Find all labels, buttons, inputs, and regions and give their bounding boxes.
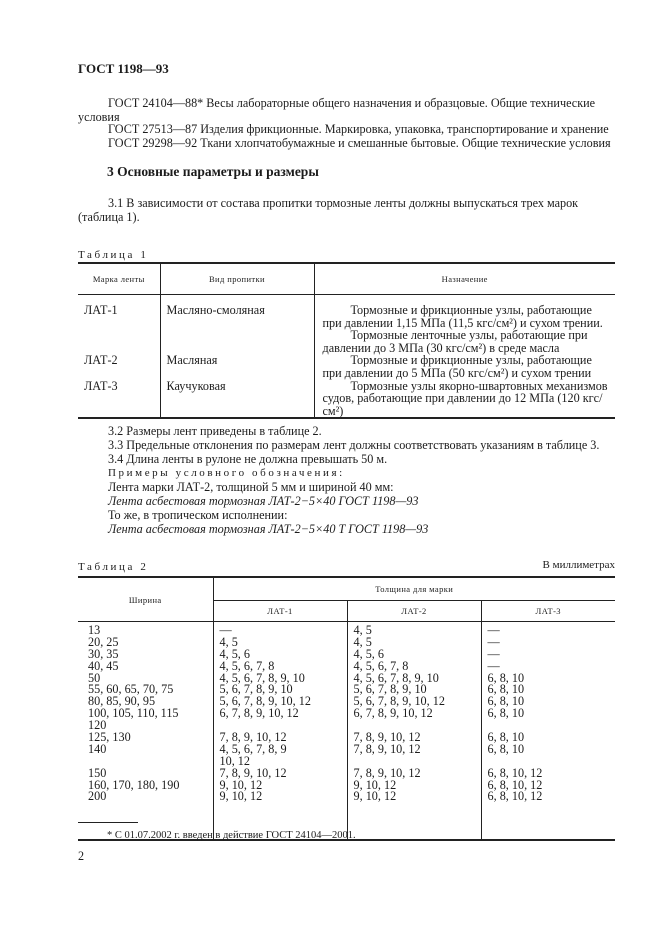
table2-cell: 10, 12 [219, 753, 250, 768]
table2-cell: 160, 170, 180, 190 [88, 777, 180, 792]
table2-cell: 150 [88, 765, 107, 780]
table2-cell: 9, 10, 12 [353, 789, 397, 804]
examples-heading: Примеры условного обозначения: [108, 467, 345, 479]
table2-subheader-lat1: ЛАТ-1 [213, 601, 347, 622]
example1-designation: Лента асбестовая тормозная ЛАТ-2−5×40 ГОСТ 1198—93 [108, 494, 419, 508]
table1-caption: Таблица 1 [78, 249, 149, 261]
table2-cell: 4, 5, 6, 7, 8, 9, 10 [353, 670, 439, 685]
table2-cell: 6, 8, 10 [487, 694, 525, 709]
table2-cell: 100, 105, 110, 115 [88, 706, 179, 721]
table2-cell: 6, 8, 10, 12 [487, 777, 543, 792]
footnote: * С 01.07.2002 г. введен в действие ГОСТ 24104—2001. [107, 830, 356, 841]
table1-impregnation: Каучуковая [166, 378, 226, 393]
table2-cell: 4, 5, 6, 7, 8 [219, 658, 275, 673]
table1-impregnation-column [160, 295, 314, 419]
table2-cell: 6, 8, 10 [487, 682, 525, 697]
table1-purpose: Тормозные и фрикционные узлы, работающие при давлении до 5 МПа (50 кгс/см²) и сухом трении [322, 353, 592, 380]
table2-units: В миллиметрах [542, 559, 615, 571]
reference-gost-27513: ГОСТ 27513—87 Изделия фрикционные. Маркировка, упаковка, транспортирование и хранение [108, 122, 609, 136]
table2-cell: 6, 7, 8, 9, 10, 12 [219, 706, 299, 721]
table2-column-lat3 [481, 622, 615, 841]
table2-header-thickness: Толщина для марки [213, 577, 615, 601]
table2-header-width: Ширина [78, 577, 213, 622]
table-1 [78, 262, 615, 419]
table2-cell: 200 [88, 789, 107, 804]
table2-subheader-lat3: ЛАТ-3 [481, 601, 615, 622]
section-title: 3 Основные параметры и размеры [107, 164, 319, 179]
paragraph-3-3: 3.3 Предельные отклонения по размерам лент должны соответствовать указаниям в таблице 3. [108, 438, 600, 452]
example1-intro: Лента марки ЛАТ-2, толщиной 5 мм и шириной 40 мм: [108, 480, 394, 494]
table2-cell: 6, 8, 10 [487, 730, 525, 745]
example2-designation: Лента асбестовая тормозная ЛАТ-2−5×40 Т ГОСТ 1198—93 [108, 522, 429, 536]
table1-impregnation: Масляно-смоляная [166, 303, 265, 317]
table2-cell: 6, 8, 10 [487, 706, 525, 721]
table2-cell: 55, 60, 65, 70, 75 [88, 682, 174, 697]
table2-cell: 6, 8, 10 [487, 741, 525, 756]
reference-gost-24104: ГОСТ 24104—88* Весы лабораторные общего назначения и образцовые. Общие технические условия [78, 96, 596, 124]
table1-mark: ЛАТ-3 [84, 378, 118, 393]
table2-cell: 4, 5, 6 [219, 646, 250, 661]
table1-purpose: Тормозные узлы якорно-швартовных механизмов судов, работающие при давлении до 12 МПа (120 кгс/см²) [322, 378, 608, 418]
table2-cell: 7, 8, 9, 10, 12 [353, 741, 421, 756]
table2-cell: 20, 25 [88, 634, 119, 649]
table2-cell: — [487, 646, 500, 661]
table2-caption: Таблица 2 [78, 561, 149, 573]
table2-cell: 6, 8, 10, 12 [487, 789, 543, 804]
table2-cell: 125, 130 [88, 730, 131, 745]
table2-cell: 4, 5, 6, 7, 8 [353, 658, 409, 673]
table2-cell: 9, 10, 12 [219, 777, 263, 792]
table2-cell [88, 756, 213, 768]
example2-intro: То же, в тропическом исполнении: [108, 508, 288, 522]
table2-cell: 7, 8, 9, 10, 12 [353, 765, 421, 780]
table1-impregnation: Масляная [166, 353, 218, 368]
table1-mark: ЛАТ-2 [84, 353, 118, 368]
table2-cell: 140 [88, 741, 107, 756]
table2-cell: 4, 5 [353, 623, 372, 637]
table2-cell: 4, 5, 6 [353, 646, 384, 661]
table2-column-lat1 [213, 622, 347, 841]
table2-subheader-lat2: ЛАТ-2 [347, 601, 481, 622]
table2-cell: 4, 5 [219, 634, 238, 649]
table2-cell: 5, 6, 7, 8, 9, 10 [353, 682, 427, 697]
table1-mark: ЛАТ-1 [84, 303, 118, 317]
table2-column-lat2 [347, 622, 481, 841]
table2-column-width [78, 622, 213, 841]
table2-cell: 30, 35 [88, 646, 119, 661]
table2-cell: — [487, 658, 500, 673]
table2-cell: 7, 8, 9, 10, 12 [353, 730, 421, 745]
table2-cell: 4, 5, 6, 7, 8, 9 [219, 741, 287, 756]
table2-cell: — [487, 634, 500, 649]
table-2 [78, 576, 615, 841]
paragraph-3-1: 3.1 В зависимости от состава пропитки тормозные ленты должны выпускаться трех марок (таблица 1). [78, 196, 579, 224]
table2-cell: 6, 7, 8, 9, 10, 12 [353, 706, 433, 721]
table1-purpose: Тормозные ленточные узлы, работающие при давлении до 3 МПа (30 кгс/см²) в среде масла [322, 328, 588, 355]
table2-cell: 80, 85, 90, 95 [88, 694, 156, 709]
table2-cell: 7, 8, 9, 10, 12 [219, 765, 287, 780]
table2-cell: 4, 5 [353, 634, 372, 649]
table2-cell: 6, 8, 10, 12 [487, 765, 543, 780]
table2-cell: 4, 5, 6, 7, 8, 9, 10 [219, 670, 305, 685]
document-code: ГОСТ 1198—93 [78, 61, 169, 76]
table2-cell: — [219, 623, 232, 637]
table2-cell: — [487, 623, 500, 637]
table1-header-mark: Марка ленты [78, 263, 160, 295]
table1-marks-column [78, 295, 160, 419]
table1-purpose-column [314, 295, 615, 419]
page-number: 2 [78, 849, 85, 863]
table2-cell: 40, 45 [88, 658, 119, 673]
table2-cell: 7, 8, 9, 10, 12 [219, 730, 287, 745]
table1-header-impregnation: Вид пропитки [160, 263, 314, 295]
table2-cell: 9, 10, 12 [219, 789, 263, 804]
table2-cell: 5, 6, 7, 8, 9, 10, 12 [353, 694, 445, 709]
table2-cell: 5, 6, 7, 8, 9, 10 [219, 682, 293, 697]
table2-cell: 5, 6, 7, 8, 9, 10, 12 [219, 694, 311, 709]
table2-cell: 13 [88, 623, 101, 637]
table2-cell: 6, 8, 10 [487, 670, 525, 685]
table1-header-purpose: Назначение [314, 263, 615, 295]
table1-purpose: Тормозные и фрикционные узлы, работающие при давлении 1,15 МПа (11,5 кгс/см²) и сухом трении. [322, 303, 603, 330]
paragraph-3-4: 3.4 Длина ленты в рулоне не должна превышать 50 м. [108, 452, 388, 466]
reference-gost-29298: ГОСТ 29298—92 Ткани хлопчатобумажные и смешанные бытовые. Общие технические условия [108, 136, 611, 150]
table2-cell: 120 [88, 718, 107, 733]
paragraph-3-2: 3.2 Размеры лент приведены в таблице 2. [108, 424, 322, 438]
table2-cell: 50 [88, 670, 101, 685]
footnote-rule [78, 822, 138, 823]
table2-cell: 9, 10, 12 [353, 777, 397, 792]
